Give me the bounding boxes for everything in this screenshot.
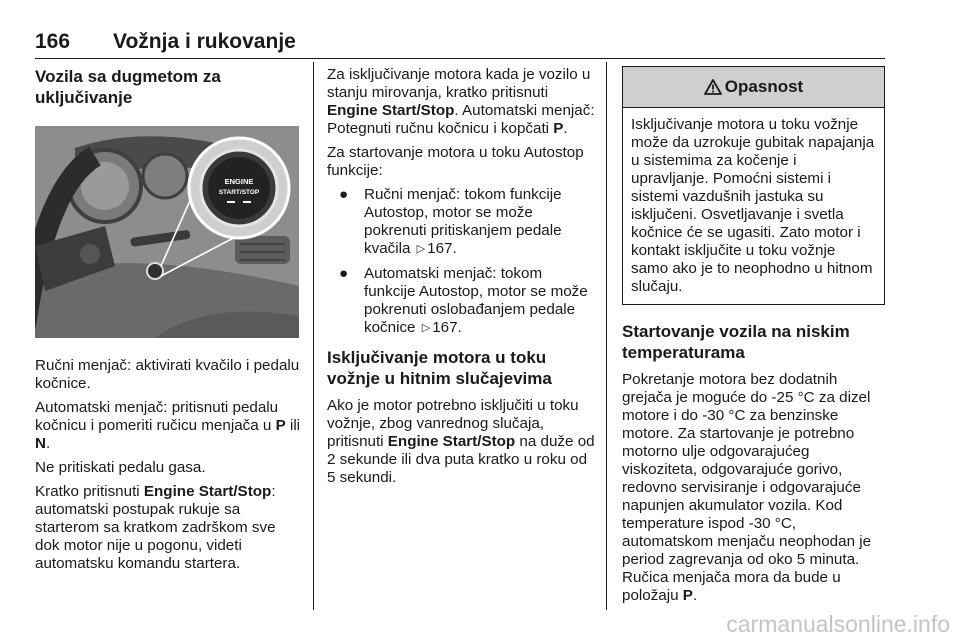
paragraph-no-accelerator: Ne pritiskati pedalu gasa. xyxy=(35,459,206,476)
watermark: carmanualsonline.info xyxy=(726,611,950,637)
heading-push-button-vehicles: Vozila sa dugmetom za uključivanje xyxy=(35,67,221,107)
heading-emergency-switch-off: Isključivanje motora u toku vožnje u hitnim slučajevima xyxy=(327,348,552,388)
paragraph-low-temperature: Pokretanje motora bez dodatnih grejača je moguće do -25 °C za dizel motore i do -30 °C za benzinske motore. Za startovanje je potrebno motorno ulje odgovarajućeg viskoziteta, odgovarajuće gorivo, redovno servisiranje i odgovarajuće napunjen akumulator vozila. Kod temperature ispod -30 °C, automatskom menjaču neophodan je period zagrevanja od oko 5 minuta. Ručica menjača mora da bude u položaju P. xyxy=(622,371,872,604)
heading-low-temperature: Startovanje vozila na niskim temperaturama xyxy=(622,322,850,362)
paragraph-press-start-stop: Kratko pritisnuti Engine Start/Stop: automatski postupak rukuje sa starterom sa kratkom zadrškom sve dok motor nije u pogonu, videti automatsku komandu startera. xyxy=(35,483,276,572)
column-3 xyxy=(622,66,885,611)
start-stop-button-figure xyxy=(35,126,299,338)
warning-box xyxy=(622,66,885,305)
column-2 xyxy=(327,66,595,493)
page-ref-arrow-icon: ▷ xyxy=(421,322,431,334)
section-title: Vožnja i rukovanje xyxy=(113,30,296,53)
page-ref-arrow-icon: ▷ xyxy=(416,243,426,255)
autostop-bullet-list xyxy=(327,186,595,337)
list-item: ● Ručni menjač: tokom funkcije Autostop, motor se može pokrenuti pritiskanjem pedale kvačila ▷ 167. xyxy=(339,186,562,257)
paragraph-switch-off-stationary: Za isključivanje motora kada je vozilo u stanju mirovanja, kratko pritisnuti Engine Start/Stop. Automatski menjač: Potegnuti ručnu kočnicu i kopčati P. xyxy=(327,66,595,137)
column-divider-1 xyxy=(313,62,314,610)
warning-header xyxy=(623,67,884,108)
list-item: ● Automatski menjač: tokom funkcije Autostop, motor se može pokrenuti oslobađanjem pedale kočnice ▷ 167. xyxy=(339,265,588,336)
column-divider-2 xyxy=(606,62,607,610)
header-rule xyxy=(35,58,885,59)
bullet-icon: ● xyxy=(339,186,349,203)
warning-triangle-icon xyxy=(704,79,722,95)
paragraph-autostop-intro: Za startovanje motora u toku Autostop funkcije: xyxy=(327,144,584,179)
warning-title: Opasnost xyxy=(724,77,804,96)
column-1 xyxy=(35,66,303,579)
button-label-engine: ENGINE xyxy=(224,177,254,186)
page-number: 166 xyxy=(35,30,71,53)
paragraph-emergency-switch-off: Ako je motor potrebno isključiti u toku vožnje, zbog vanrednog slučaja, pritisnuti Engine Start/Stop na duže od 2 sekunde ili dva puta kratko u roku od 5 sekundi. xyxy=(327,397,595,486)
warning-text: Isključivanje motora u toku vožnje može da uzrokuje gubitak napajanja u sistemima za kočenje i upravljanje. Pomoćni sistemi i sistemi vazdušnih jastuka su isključeni. Osvetljavanje i svetla kočnice će se ugasiti. Zato motor i kontakt isključite u toku vožnje samo ako je to neophodno u hitnom slučaju. xyxy=(631,116,875,295)
bullet-icon: ● xyxy=(339,265,349,282)
paragraph-automatic-transmission: Automatski menjač: pritisnuti pedalu kočnicu i pomeriti ručicu menjača u P ili N. xyxy=(35,399,301,452)
button-label-startstop: START/STOP xyxy=(218,189,260,196)
paragraph-manual-transmission: Ručni menjač: aktivirati kvačilo i pedalu kočnice. xyxy=(35,357,300,392)
